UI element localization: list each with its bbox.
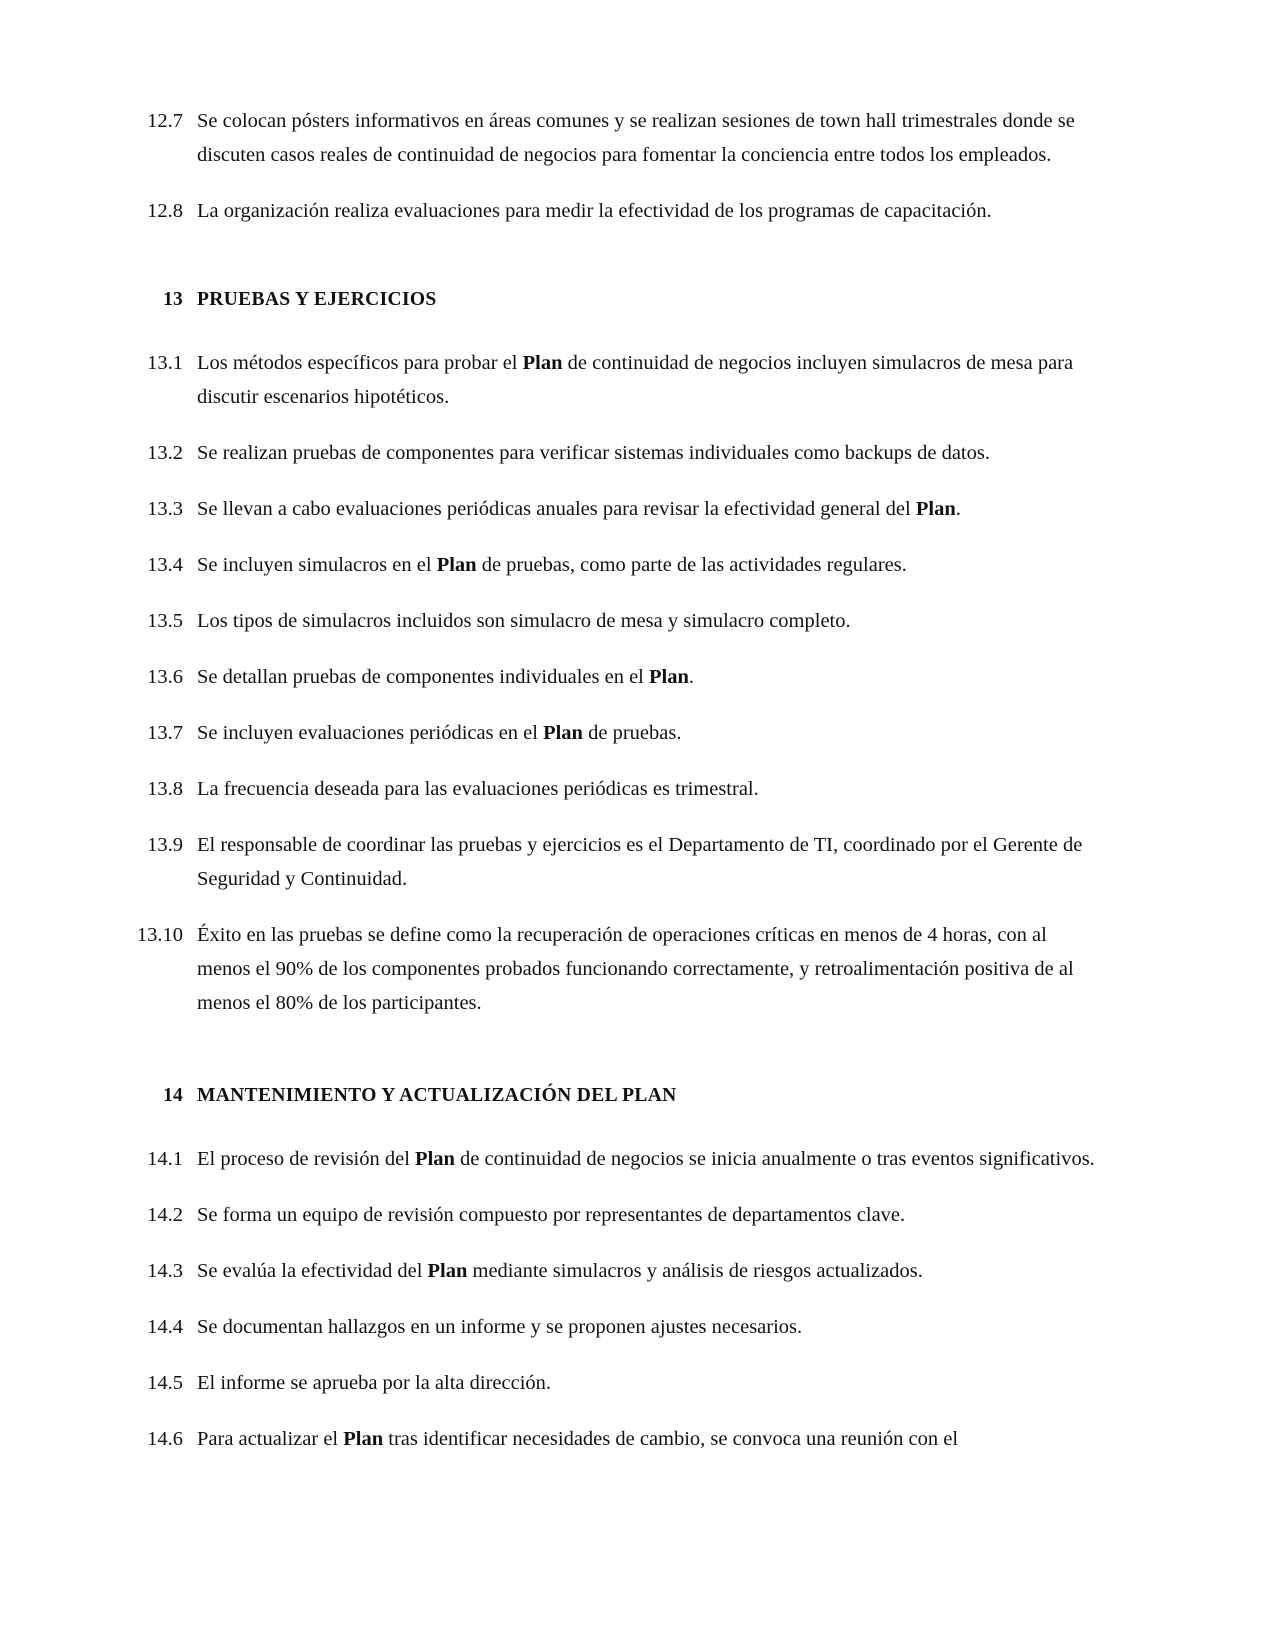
clause-text: Se colocan pósters informativos en áreas comunes y se realizan sesiones de town hall trimestrales donde se discuten casos reales de continuidad de negocios para fomentar la conciencia entre todos los empleados. [197,110,1075,166]
clause-number: 13.8 [147,778,183,800]
emphasis-term: Plan [427,1260,468,1282]
clause-number: 13.3 [147,498,183,520]
clause-text [197,1142,1100,1176]
emphasis-term: Plan [543,722,583,744]
clause-text [197,1366,1100,1400]
clause-text-run: . [955,498,961,520]
clause-13-3 [128,492,1100,526]
clause-text [197,772,1100,806]
clause-number: 13.9 [147,834,183,856]
clause-14-5 [128,1366,1100,1400]
clause-text [197,548,1100,582]
section-number: 13 [163,289,183,310]
clause-text: La organización realiza evaluaciones para medir la efectividad de los programas de capacitación. [197,200,992,222]
clause-text [197,436,1100,470]
clause-13-6 [128,660,1100,694]
section-14 [128,1080,1100,1456]
emphasis-term: Plan [522,352,563,374]
section-14-heading [128,1080,1100,1112]
clause-text-run: de pruebas. [582,722,682,744]
clause-text-run: Para actualizar el [197,1428,344,1450]
clause-13-8 [128,772,1100,806]
clause-14-3 [128,1254,1100,1288]
clause-14-6 [128,1422,1100,1456]
clause-text-run: El responsable de coordinar las pruebas y ejercicios es el Departamento de TI, coordinado por el Gerente de Seguridad y Continuidad. [197,834,1083,890]
clause-number: 14.3 [147,1260,183,1282]
clause-text-run: mediante simulacros y análisis de riesgos actualizados. [467,1260,923,1282]
clause-text [197,660,1100,694]
clause-12-7 [128,104,1100,172]
clause-text-run: El informe se aprueba por la alta dirección. [197,1372,552,1394]
clause-number: 13.4 [147,554,183,576]
emphasis-term: Plan [436,554,477,576]
clause-text [197,1422,1100,1456]
clause-13-9 [128,828,1100,896]
clause-14-2 [128,1198,1100,1232]
clause-14-4 [128,1310,1100,1344]
clause-number: 13.5 [147,610,183,632]
section-13-heading [128,284,1100,316]
emphasis-term: Plan [343,1428,384,1450]
clause-text [197,1310,1100,1344]
clause-text [197,828,1100,896]
clause-text-run: de continuidad de negocios se inicia anualmente o tras eventos significativos. [454,1148,1095,1170]
clause-text-run: Se documentan hallazgos en un informe y se proponen ajustes necesarios. [197,1316,803,1338]
clause-13-10 [128,918,1100,1020]
clause-number: 14.5 [147,1372,183,1394]
clause-14-1 [128,1142,1100,1176]
clause-13-2 [128,436,1100,470]
clause-text-run: . [688,666,695,688]
clause-number: 14.2 [147,1204,183,1226]
clause-number: 14.4 [147,1316,183,1338]
clause-text-run: Se evalúa la efectividad del [197,1260,428,1282]
clause-text-run: Los tipos de simulacros incluidos son simulacro de mesa y simulacro completo. [197,610,851,632]
clause-text [197,492,1100,526]
clause-text-run: Los métodos específicos para probar el [197,352,523,374]
clause-text [197,346,1100,414]
emphasis-term: Plan [415,1148,455,1170]
clause-text-run: Éxito en las pruebas se define como la recuperación de operaciones críticas en menos de 4 horas, con al menos el 90% de los componentes probados funcionando correctamente, y retroalimentación positiva de al menos el 80% de los participantes. [197,924,1074,1014]
clause-text-run: Se incluyen evaluaciones periódicas en el [197,722,544,744]
section-title: MANTENIMIENTO Y ACTUALIZACIÓN DEL PLAN [197,1085,677,1106]
clause-number: 12.8 [147,200,183,222]
clause-number: 12.7 [147,110,183,132]
clause-text-run: de continuidad de negocios incluyen simulacros de mesa para discutir escenarios hipotéticos. [197,352,1074,408]
clause-text [197,716,1100,750]
clause-text-run: de pruebas, como parte de las actividades regulares. [476,554,907,576]
clause-number: 13.6 [147,666,183,688]
clause-13-7 [128,716,1100,750]
clause-text-run: Se realizan pruebas de componentes para verificar sistemas individuales como backups de datos. [197,442,990,464]
section-13 [128,284,1100,1020]
clause-text [197,1198,1100,1232]
clause-13-1 [128,346,1100,414]
clause-text-run: La frecuencia deseada para las evaluaciones periódicas es trimestral. [197,778,759,800]
clause-text-run: Se incluyen simulacros en el [197,554,437,576]
clause-text [197,604,1100,638]
emphasis-term: Plan [915,498,956,520]
clause-text [197,918,1100,1020]
clause-text [197,1254,1100,1288]
clause-number: 14.6 [147,1428,183,1450]
section-12-continuation [128,104,1100,228]
clause-text-run: Se forma un equipo de revisión compuesto por representantes de departamentos clave. [197,1204,906,1226]
clause-12-8 [128,194,1100,228]
clause-text-run: El proceso de revisión del [197,1148,416,1170]
clause-text-run: Se detallan pruebas de componentes individuales en el [197,666,650,688]
section-13-clause-list [128,346,1100,1020]
clause-text-run: Se llevan a cabo evaluaciones periódicas anuales para revisar la efectividad general del [197,498,916,520]
clause-number: 13.2 [147,442,183,464]
clause-number: 13.1 [147,352,183,374]
clause-number: 13.10 [136,924,183,946]
clause-number: 13.7 [147,722,183,744]
emphasis-term: Plan [649,666,689,688]
clause-number: 14.1 [147,1148,183,1170]
clause-text-run: tras identificar necesidades de cambio, se convoca una reunión con el [383,1428,959,1450]
section-title: PRUEBAS Y EJERCICIOS [197,289,437,310]
section-number: 14 [163,1085,183,1106]
section-14-clause-list [128,1142,1100,1456]
clause-13-5 [128,604,1100,638]
clause-13-4 [128,548,1100,582]
